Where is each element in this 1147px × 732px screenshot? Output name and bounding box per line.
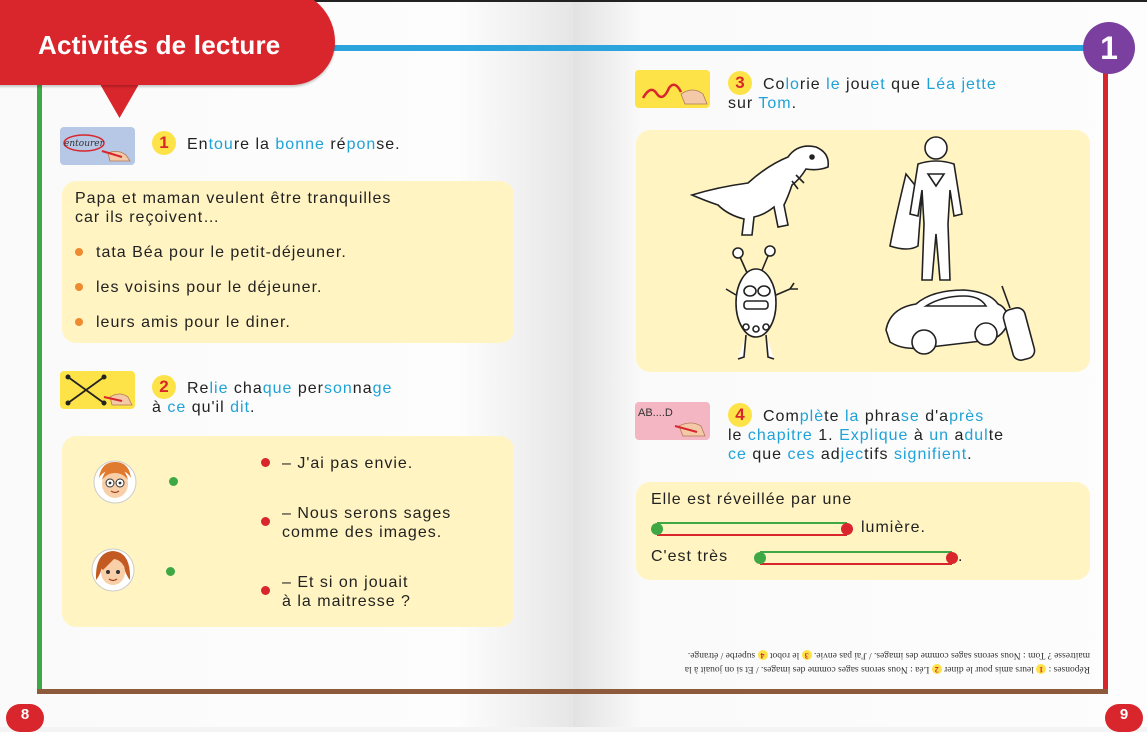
highlighted-syllable: la: [844, 408, 860, 425]
left-green-border: [37, 60, 42, 693]
text-segment: .: [791, 95, 798, 112]
link-dot-quote-2[interactable]: [261, 517, 270, 526]
text-segment: na: [352, 380, 373, 397]
exercise-1-number: 1: [152, 131, 176, 155]
exercise-1-option-2[interactable]: les voisins pour le déjeuner.: [96, 279, 323, 296]
exercise-1-option-3[interactable]: leurs amis pour le diner.: [96, 314, 291, 331]
text-segment: .: [250, 399, 256, 416]
highlighted-syllable: se: [900, 408, 920, 425]
text-segment: re la: [233, 136, 276, 153]
highlighted-syllable: dit: [230, 399, 251, 416]
exercise-3-instruction-line1: [763, 75, 997, 94]
text-segment: 1.: [812, 427, 840, 444]
exercise-4-sentence-2-end: .: [958, 548, 964, 565]
answers-line-1: Réponses : 1 leurs amis pour le diner 2 Léa : Nous serons sages comme des images. / Et si on jouait à la: [684, 664, 1090, 674]
highlighted-syllable: jec: [840, 446, 865, 463]
answer-line-2[interactable]: [754, 551, 958, 565]
exercise-1-instruction: [187, 135, 401, 154]
highlighted-syllable: ce: [167, 399, 187, 416]
text-segment: à: [908, 427, 930, 444]
character-lea-avatar: [91, 546, 135, 599]
completer-icon: [635, 402, 710, 440]
completer-label: AB....D: [638, 407, 673, 419]
highlighted-syllable: plè: [799, 408, 825, 425]
highlighted-syllable: bonne: [275, 136, 325, 153]
option-bullet: [75, 283, 83, 291]
text-segment: jou: [840, 76, 871, 93]
highlighted-syllable: que: [262, 380, 293, 397]
text-segment: que: [746, 446, 788, 463]
page-number-left: 8: [6, 704, 44, 732]
text-segment: à: [152, 399, 168, 416]
text-segment: se.: [376, 136, 401, 153]
highlighted-syllable: un: [929, 427, 950, 444]
quote-2-line1: – Nous serons sages: [282, 505, 452, 522]
link-dot-quote-3[interactable]: [261, 586, 270, 595]
highlighted-syllable: Tom: [758, 95, 792, 112]
relier-icon: [60, 371, 135, 409]
toy-superhero-image[interactable]: [888, 134, 973, 289]
exercise-2-number: 2: [152, 375, 176, 399]
quote-1-line1: – J'ai pas envie.: [282, 455, 414, 472]
highlighted-syllable: ge: [372, 380, 393, 397]
highlighted-syllable: fient: [931, 446, 968, 463]
text-segment: qu'il: [186, 399, 231, 416]
highlighted-syllable: jette: [961, 76, 997, 93]
text-segment: En: [187, 136, 209, 153]
text-segment: le: [728, 427, 748, 444]
entourer-label: entourer: [64, 139, 104, 149]
text-segment: phra: [859, 408, 901, 425]
text-segment: Co: [763, 76, 786, 93]
text-segment: que: [885, 76, 927, 93]
exercise-4-instruction-line2: [728, 426, 1004, 445]
text-segment: te: [824, 408, 845, 425]
exercise-1-question-line2: car ils reçoivent…: [75, 209, 221, 226]
exercise-2-instruction-line2: [152, 398, 255, 417]
entourer-icon: [60, 127, 135, 165]
highlighted-syllable: Léa: [926, 76, 957, 93]
highlighted-syllable: le: [826, 76, 841, 93]
page-title: Activités de lecture: [38, 30, 281, 60]
exercise-4-instruction-line1: [763, 407, 984, 426]
link-dot-lea[interactable]: [166, 567, 175, 576]
exercise-4-number: 4: [728, 403, 752, 427]
text-segment: Re: [187, 380, 210, 397]
highlighted-syllable: tou: [208, 136, 234, 153]
text-segment: rie: [799, 76, 827, 93]
text-segment: cha: [228, 380, 263, 397]
exercise-2-instruction-line1: [187, 379, 392, 398]
bottom-border: [37, 689, 1108, 694]
header-blue-line: [320, 45, 1105, 51]
highlighted-syllable: ces: [787, 446, 816, 463]
quote-2-line2: comme des images.: [282, 524, 443, 541]
toy-dinosaur-image[interactable]: [688, 135, 833, 245]
text-segment: Com: [763, 408, 800, 425]
highlighted-syllable: près: [949, 408, 985, 425]
highlighted-syllable: lie: [209, 380, 229, 397]
quote-3-line2: à la maitresse ?: [282, 593, 411, 610]
exercise-3-instruction-line2: [728, 94, 797, 113]
text-segment: per: [292, 380, 324, 397]
highlighted-syllable: lo: [785, 76, 800, 93]
text-segment: ad: [815, 446, 841, 463]
highlighted-syllable: son: [324, 380, 353, 397]
highlighted-syllable: chapitre: [747, 427, 813, 444]
highlighted-syllable: Explique: [839, 427, 909, 444]
text-segment: a: [949, 427, 965, 444]
option-bullet: [75, 318, 83, 326]
exercise-1-question-line1: Papa et maman veulent être tranquilles: [75, 190, 392, 207]
link-dot-tom[interactable]: [169, 477, 178, 486]
colorier-icon: [635, 70, 710, 108]
page-number-right: 9: [1105, 704, 1143, 732]
quote-3-line1: – Et si on jouait: [282, 574, 409, 591]
highlighted-syllable: dul: [964, 427, 989, 444]
exercise-4-sentence-2: C'est très: [651, 548, 729, 565]
toy-car-image[interactable]: [882, 278, 1047, 371]
text-segment: tifs: [864, 446, 894, 463]
text-segment: d'a: [919, 408, 950, 425]
exercise-4-sentence-1: Elle est réveillée par une: [651, 491, 853, 508]
answer-line-1[interactable]: [651, 522, 853, 536]
exercise-4-sentence-1-end: lumière.: [861, 519, 926, 536]
exercise-4-instruction-line3: [728, 445, 973, 464]
character-tom-avatar: [93, 458, 137, 511]
text-segment: .: [967, 446, 973, 463]
text-segment: ré: [324, 136, 347, 153]
right-red-border: [1103, 60, 1108, 693]
toy-robot-image[interactable]: [724, 245, 804, 370]
highlighted-syllable: ce: [728, 446, 747, 463]
link-dot-quote-1[interactable]: [261, 458, 270, 467]
highlighted-syllable: signi: [894, 446, 932, 463]
exercise-3-number: 3: [728, 71, 752, 95]
highlighted-syllable: et: [870, 76, 886, 93]
highlighted-syllable: pon: [346, 136, 377, 153]
chapter-number-badge: 1: [1083, 22, 1135, 74]
text-segment: sur: [728, 95, 759, 112]
answers-line-2: maitresse ? Tom : Nous serons sages comme des images. / J'ai pas envie. 3 le robot 4 superbe / étrange.: [687, 650, 1090, 660]
text-segment: te: [988, 427, 1005, 444]
option-bullet: [75, 248, 83, 256]
exercise-1-option-1[interactable]: tata Béa pour le petit-déjeuner.: [96, 244, 347, 261]
answers-upside-down: [640, 648, 1090, 676]
